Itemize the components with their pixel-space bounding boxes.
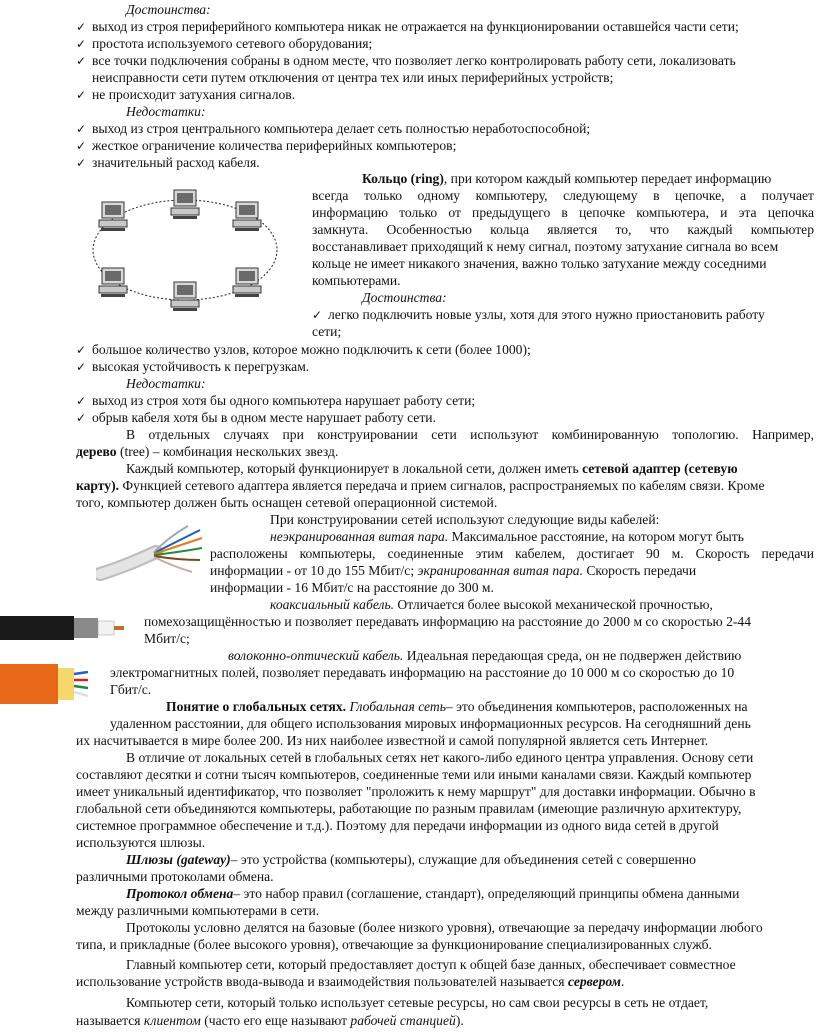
workstation-term: рабочей станцией — [350, 1013, 456, 1028]
list-item: ✓ не происходит затухания сигналов. — [76, 87, 296, 102]
ring-line: замкнута. Особенностью кольца является то, что каждый компьютер — [312, 222, 814, 237]
list-item-continued: сети; — [312, 324, 342, 339]
paragraph-line: различными протоколами обмена. — [76, 869, 274, 884]
paragraph-line: неэкранированная витая пара. Максимальное расстояние, на котором могут быть — [270, 529, 744, 544]
paragraph-line: называется клиентом (часто его еще называют рабочей станцией). — [76, 1013, 464, 1028]
list-item: ✓ высокая устойчивость к перегрузкам. — [76, 359, 310, 374]
list-item: ✓ все точки подключения собраны в одном месте, что позволяет легко контролировать работу сети, локализовать — [76, 53, 736, 68]
checkmark-icon: ✓ — [76, 122, 87, 136]
list-item: ✓ простота используемого сетевого оборудования; — [76, 36, 373, 51]
list-item: ✓ обрыв кабеля хотя бы в одном месте нарушает работу сети. — [76, 410, 436, 425]
paragraph-line: волоконно-оптический кабель. Идеальная передающая среда, он не подвержен действию — [228, 648, 742, 663]
star-disadvantages-heading: Недостатки: — [126, 104, 206, 119]
utp-term: неэкранированная витая пара. — [270, 529, 449, 544]
paragraph-line: Шлюзы (gateway)– это устройства (компьютеры), служащие для объединения сетей с совершенно — [126, 852, 696, 867]
paragraph-line: Протокол обмена– это набор правил (соглашение, стандарт), определяющий принципы обмена данными — [126, 886, 740, 901]
paragraph-line: между различными компьютерами в сети. — [76, 903, 320, 918]
paragraph-line: того, компьютер должен быть оснащен сетевой операционной системой. — [76, 495, 498, 510]
paragraph-line: Главный компьютер сети, который предоставляет доступ к общей базе данных, обеспечивает совместное — [126, 957, 736, 972]
paragraph-line: В отличие от локальных сетей в глобальных сетях нет какого-либо единого центра управления. Основу сети — [126, 750, 754, 765]
paragraph-line: информации - от 10 до 155 Мбит/с; экранированная витая пара. Скорость передачи — [210, 563, 697, 578]
paragraph-line: типа, и прикладные (более высокого уровня), отвечающие за функционирование специализированных служб. — [76, 937, 712, 952]
paragraph-line: Мбит/с; — [144, 631, 190, 646]
paragraph-line: информации - 16 Мбит/с на расстояние до 300 м. — [210, 580, 494, 595]
ring-line: компьютерами. — [312, 273, 401, 288]
computer-icon — [233, 268, 261, 297]
ring-line: восстанавливает приходящий к нему сигнал, поэтому затухание сигнала во всем — [312, 239, 779, 254]
list-item: ✓ большое количество узлов, которое можно подключить к сети (более 1000); — [76, 342, 531, 357]
ring-line: всегда только одному компьютеру, следующему в цепочке, а получает — [312, 188, 814, 203]
checkmark-icon: ✓ — [76, 139, 87, 153]
paragraph-line: дерево (tree) – комбинация нескольких звезд. — [76, 444, 339, 459]
tree-term: дерево — [76, 444, 117, 459]
twisted-pair-cable-image — [96, 522, 204, 584]
ring-line: Кольцо (ring), при котором каждый компьютер передает информацию — [362, 171, 772, 186]
paragraph-line: Каждый компьютер, который функционирует в локальной сети, должен иметь сетевой адаптер (сетевую — [126, 461, 738, 476]
checkmark-icon: ✓ — [76, 54, 87, 68]
paragraph-line: электромагнитных полей, позволяет передавать информацию на расстояние до 10 000 м со скоростью до 10 — [110, 665, 735, 680]
checkmark-icon: ✓ — [76, 88, 87, 102]
list-item-continued: неисправности сети путем отключения от центра тех или иных периферийных устройств; — [92, 70, 614, 85]
ring-term: Кольцо (ring) — [362, 171, 444, 186]
checkmark-icon: ✓ — [76, 360, 87, 374]
protocol-term: Протокол обмена — [126, 886, 234, 901]
paragraph-line: глобальной сети объединяются компьютеры, работающие по разным правилам (имеющие различную архитектуру, — [76, 801, 742, 816]
stp-term: экранированная витая пара. — [417, 563, 583, 578]
gateway-term: Шлюзы (gateway) — [126, 852, 231, 867]
checkmark-icon: ✓ — [76, 20, 87, 34]
checkmark-icon: ✓ — [76, 411, 87, 425]
checkmark-icon: ✓ — [76, 156, 87, 170]
paragraph-line: Гбит/с. — [110, 682, 152, 697]
adapter-term: сетевой адаптер (сетевую — [582, 461, 738, 476]
list-item: ✓ жесткое ограничение количества периферийных компьютеров; — [76, 138, 457, 153]
computer-icon — [233, 202, 261, 231]
computer-icon — [171, 190, 199, 219]
checkmark-icon: ✓ — [76, 37, 87, 51]
paragraph-line: коаксиальный кабель. Отличается более высокой механической прочностью, — [270, 597, 713, 612]
list-item: ✓ выход из строя периферийного компьютера никак не отражается на функционировании оставшейся части сети; — [76, 19, 739, 34]
paragraph-line: помехозащищённостью и позволяет передавать информацию на расстояние до 2000 м со скоростью 2-44 — [144, 614, 752, 629]
coax-term: коаксиальный кабель. — [270, 597, 395, 612]
list-item: ✓ выход из строя центрального компьютера делает сеть полностью неработоспособной; — [76, 121, 591, 136]
ring-line: кольце не имеет никакого значения, важно только затухание между соседними — [312, 256, 767, 271]
paragraph-line: системное программное обеспечение и т.д.). Поэтому для передачи информации из одного вида сетей в другой — [76, 818, 719, 833]
computer-icon — [171, 282, 199, 311]
cables-intro: При конструировании сетей используют следующие виды кабелей: — [270, 512, 660, 527]
paragraph-line: составляют десятки и сотни тысяч компьютеров, соединенные теми или иными каналами связи. Каждый компьютер — [76, 767, 752, 782]
paragraph-line: Протоколы условно делятся на базовые (более низкого уровня), отвечающие за передачу информации любого — [126, 920, 763, 935]
wan-heading: Понятие о глобальных сетях. — [166, 699, 347, 714]
paragraph-line: используются шлюзы. — [76, 835, 206, 850]
fiber-optic-cable-image — [0, 658, 90, 710]
list-item: ✓ легко подключить новые узлы, хотя для этого нужно приостановить работу — [312, 307, 765, 322]
star-advantages-heading: Достоинства: — [126, 2, 211, 17]
list-item: ✓ выход из строя хотя бы одного компьютера нарушает работу сети; — [76, 393, 476, 408]
ring-topology-diagram — [80, 182, 290, 312]
ring-disadvantages-heading: Недостатки: — [126, 376, 206, 391]
paragraph-line: расположены компьютеры, соединенные этим кабелем, достигает 90 м. Скорость передачи — [210, 546, 814, 561]
paragraph-line: использование устройств ввода-вывода и взаимодействия пользователей называется сервером. — [76, 974, 625, 989]
checkmark-icon: ✓ — [76, 394, 87, 408]
paragraph-line: имеет уникальный идентификатор, что позволяет "проложить к нему маршрут" для доставки информации. Обычно в — [76, 784, 756, 799]
paragraph-line: Компьютер сети, который только использует сетевые ресурсы, но сам свои ресурсы в сеть не отдает, — [126, 995, 709, 1010]
paragraph-line: их насчитывается в мире более 200. Из них наиболее известной и самой популярной является сеть Интернет. — [76, 733, 709, 748]
paragraph-line: В отдельных случаях при конструировании сети используют комбинированную топологию. Например, — [126, 427, 814, 442]
paragraph-line: карту). Функцией сетевого адаптера является передача и прием сигналов, распространяемых по кабелям связи. Кроме — [76, 478, 765, 493]
checkmark-icon: ✓ — [76, 343, 87, 357]
computer-icon — [99, 268, 127, 297]
client-term: клиентом — [143, 1013, 201, 1028]
computer-icon — [99, 202, 127, 231]
ring-advantages-heading: Достоинства: — [362, 290, 447, 305]
checkmark-icon: ✓ — [312, 308, 323, 322]
fiber-term: волоконно-оптический кабель. — [228, 648, 404, 663]
ring-line: информацию только от предыдущего в цепочке компьютера, и эта цепочка — [312, 205, 814, 220]
wan-term: Глобальная сеть — [349, 699, 446, 714]
coaxial-cable-image — [0, 610, 126, 646]
server-term: сервером — [567, 974, 621, 989]
paragraph-line: удаленном расстоянии, для общего использования мировых информационных ресурсов. На сегодняшний день — [110, 716, 751, 731]
list-item: ✓ значительный расход кабеля. — [76, 155, 260, 170]
paragraph-line: Понятие о глобальных сетях. Глобальная сеть– это объединения компьютеров, расположенных на — [166, 699, 748, 714]
